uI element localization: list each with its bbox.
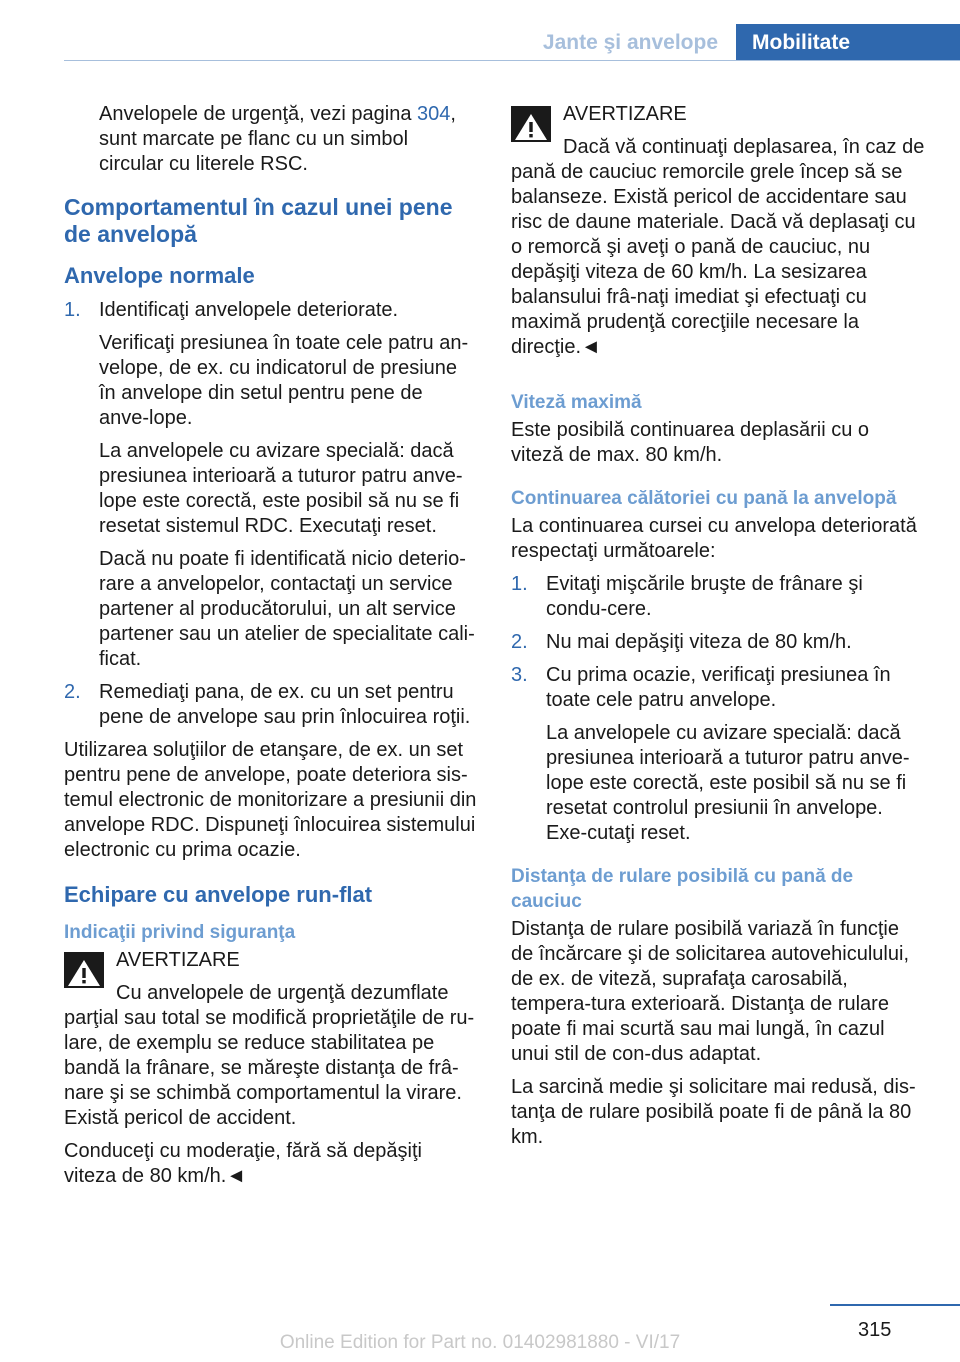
heading-safety: Indicaţii privind siguranţa <box>64 922 296 943</box>
step-item <box>511 630 925 655</box>
max-speed-text: Este posibilă continuarea deplasării cu o viteză de max. 80 km/h. <box>511 419 869 466</box>
step-item <box>64 680 478 730</box>
step-number: 1. <box>64 299 81 321</box>
step-detail: Dacă nu poate fi identificată nicio deterio‐rare a anvelopelor, contactaţi un service partener al producătorului, un alt service partener sau un atelier de specialitate cali‐ficat. <box>99 548 475 670</box>
header-divider <box>64 60 960 61</box>
distance-text-1: Distanţa de rulare posibilă variază în funcţie de încărcare şi de solicitarea autovehiculului, de ex. de viteză, suprafaţa carosabilă, tempera‐tura exterioară. Distanţa de rulare poate fi mai scurtă sau mai lungă, în cazul unui stil de con‐dus adaptat. <box>511 918 909 1065</box>
step-item <box>511 572 925 622</box>
header-tabs <box>525 24 960 61</box>
step-text: Evitaţi mişcările bruşte de frânare şi condu‐cere. <box>546 573 863 620</box>
step-detail: La anvelopele cu avizare specială: dacă presiunea interioară a tuturor patru anve‐lope este corectă, este posibil să nu se fi resetat sistemul RDC. Executaţi reset. <box>99 440 463 537</box>
chapter-tab[interactable]: Mobilitate <box>736 24 960 61</box>
warning-text: Dacă vă continuaţi deplasarea, în caz de pană de cauciuc remorcile grele încep să se balanseze. Există pericol de accidentare sau risc de daune materiale. Dacă vă deplasaţi cu o remorcă şi aveţi o pană de cauciuc, nu depăşiţi viteza de 60 km/h. La sesizarea balansului frâ‐naţi imediat şi efectuaţi cu maximă prudenţă corecţiile necesare la direcţie.◄ <box>511 136 925 358</box>
warning-text: Cu anvelopele de urgenţă dezumflate parţial sau total se modifică proprietăţile de ru‐lare, de exemplu se reduce stabilitatea pe bandă la frânare, se măreşte distanţa de frâ‐nare şi se schimbă comportamentul la virare. Există pericol de accident. <box>64 982 475 1129</box>
step-text: Cu prima ocazie, verificaţi presiunea în toate cele patru anvelope. <box>546 664 891 711</box>
edition-footer: Online Edition for Part no. 01402981880 - VI/17 <box>279 1332 681 1353</box>
step-text: Remediaţi pana, de ex. cu un set pentru pene de anvelope sau prin înlocuirea roţii. <box>99 681 471 728</box>
step-text: Nu mai depăşiţi viteza de 80 km/h. <box>546 631 852 653</box>
step-text: Identificaţi anvelopele deteriorate. <box>99 299 399 321</box>
step-detail: Verificaţi presiunea în toate cele patru an‐velope, de ex. cu indicatorul de presiune în anvelope din setul pentru pene de anve‐lope. <box>99 332 469 429</box>
footer-divider <box>830 1304 960 1306</box>
heading-continue-travel: Continuarea călătoriei cu pană la anvelopă <box>511 488 897 509</box>
step-number: 1. <box>511 573 528 595</box>
page-number: 315 <box>858 1319 892 1341</box>
heading-normal-tires: Anvelope normale <box>64 263 255 288</box>
intro-paragraph: Anvelopele de urgenţă, vezi pagina 304, sunt marcate pe flanc cu un simbol circular cu literele RSC. <box>99 103 456 175</box>
continue-intro: La continuarea cursei cu anvelopa deteriorată respectaţi următoarele: <box>511 515 917 562</box>
warning-block <box>64 948 478 1189</box>
warning-icon <box>64 952 104 988</box>
left-column <box>64 102 478 1197</box>
heading-distance: Distanţa de rulare posibilă cu pană de cauciuc <box>511 866 854 912</box>
page-link[interactable]: 304 <box>417 103 451 125</box>
sealant-note: Utilizarea soluţiilor de etanşare, de ex. un set pentru pene de anvelope, poate deteriora sis‐temul electronic de monitorizare a presiunii din anvelope RDC. Dispuneţi înlocuirea sistemului electronic cu prima ocazie. <box>64 739 477 861</box>
heading-behavior: Comportamentul în cazul unei pene de anvelopă <box>64 194 453 247</box>
right-column <box>511 102 925 1158</box>
section-tab[interactable]: Jante şi anvelope <box>542 31 718 54</box>
steps-list-normal <box>64 298 478 730</box>
step-detail: La anvelopele cu avizare specială: dacă presiunea interioară a tuturor patru anve‐lope este corectă, este posibil să nu se fi resetat controlul presiunii în anvelope. Exe‐cutaţi reset. <box>546 722 910 844</box>
distance-text-2: La sarcină medie şi solicitare mai redusă, dis‐tanţa de rulare posibilă poate fi de până la 80 km. <box>511 1076 916 1148</box>
warning-label: AVERTIZARE <box>563 103 687 125</box>
step-number: 2. <box>511 631 528 653</box>
warning-text-2: Conduceţi cu moderaţie, fără să depăşiţi viteza de 80 km/h.◄ <box>64 1140 422 1187</box>
step-number: 2. <box>64 681 81 703</box>
step-number: 3. <box>511 664 528 686</box>
step-item <box>64 298 478 672</box>
warning-label: AVERTIZARE <box>116 949 240 971</box>
warning-icon <box>511 106 551 142</box>
trailer-warning-block <box>511 102 925 360</box>
steps-list-continue <box>511 572 925 846</box>
heading-max-speed: Viteză maximă <box>511 392 642 413</box>
heading-runflat: Echipare cu anvelope run-flat <box>64 882 373 907</box>
step-item <box>511 663 925 846</box>
